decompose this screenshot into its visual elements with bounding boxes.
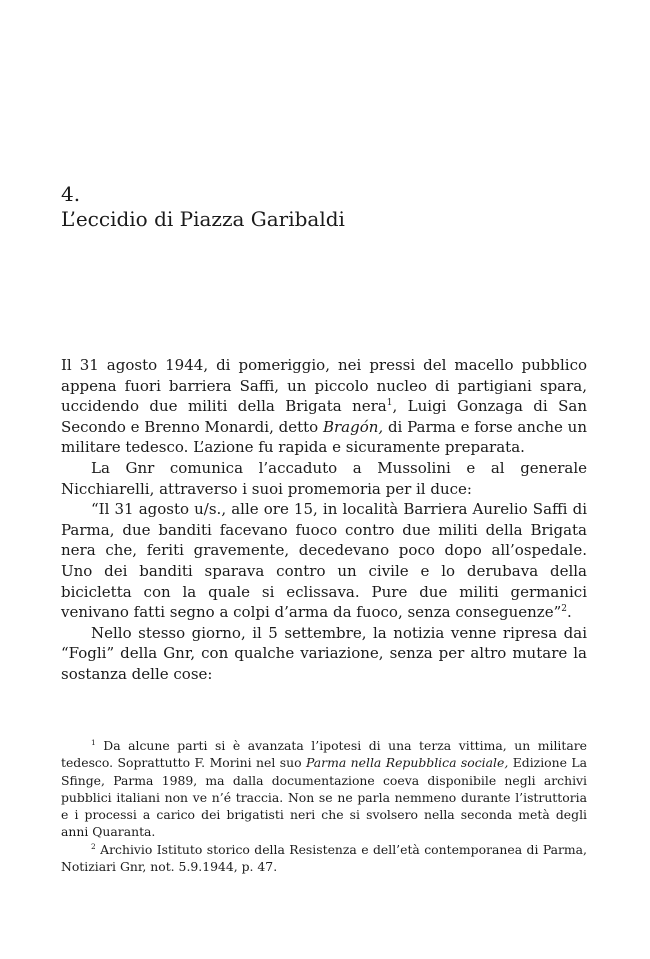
paragraph-1-text-a: Il 31 agosto 1944, di pomeriggio, nei pressi del macello pubblico appena fuori barriera Saffi, un piccolo nucleo di partigiani spara, uccidendo due militi della Brigata nera	[61, 356, 587, 416]
footnote-1	[61, 737, 587, 841]
paragraph-2: La Gnr comunica l’accaduto a Mussolini e al generale Nicchiarelli, attraverso i suoi promemoria per il duce:	[61, 458, 587, 498]
paragraph-3	[61, 499, 587, 623]
footnote-1-text-b: Edizione La Sfinge, Parma 1989, ma dalla documentazione coeva disponibile negli archivi pubblici italiani non ve n’é traccia. Non se ne parla nemmeno durante l’istruttoria e i processi a carico dei brigatisti neri che si svolsero nella seconda metà degli anni Quaranta.	[61, 755, 587, 840]
footnotes	[61, 737, 587, 875]
footnote-2-number: 2	[91, 841, 96, 851]
paragraph-4: Nello stesso giorno, il 5 settembre, la notizia venne ripresa dai “Fogli” della Gnr, con qualche variazione, senza per altro mutare la sostanza delle cose:	[61, 623, 587, 683]
footnote-ref-2: 2	[561, 604, 567, 615]
footnote-1-italic: Parma nella Repubblica sociale,	[306, 755, 509, 771]
paragraph-1-text-b: , Luigi Gonzaga di San Secondo e Brenno Monardi, detto	[61, 397, 587, 436]
chapter-title: L’eccidio di Piazza Garibaldi	[61, 207, 345, 231]
body-text	[61, 355, 587, 685]
paragraph-1	[61, 355, 587, 458]
paragraph-1-italic: Bragón,	[322, 417, 384, 436]
footnote-2	[61, 841, 587, 876]
footnote-1-text-a: Da alcune parti si è avanzata l’ipotesi di una terza vittima, un militare tedesco. Soprattutto F. Morini nel suo	[61, 738, 587, 771]
footnote-1-number: 1	[91, 737, 96, 747]
footnote-ref-1: 1	[386, 398, 393, 409]
footnote-2-text-a: Archivio Istituto storico della Resistenza e dell’età contemporanea di Parma, Notiziari Gnr, not. 5.9.1944, p. 47.	[61, 841, 587, 875]
paragraph-1-text-c: di Parma e forse anche un militare tedesco. L’azione fu rapida e sicuramente preparata.	[61, 417, 587, 457]
paragraph-3-text-a: “Il 31 agosto u/s., alle ore 15, in località Barriera Aurelio Saffi di Parma, due banditi facevano fuoco contro due militi della Brigata nera che, feriti gravemente, decedevano poco dopo all’ospedale. Uno dei banditi sparava contro un civile e lo derubava della bicicletta con la quale si eclissava. Pure due militi germanici venivano fatti segno a colpi d’arma da fuoco, senza conseguenze”	[61, 500, 587, 622]
paragraph-3-text-b: .	[567, 603, 572, 622]
chapter-number: 4.	[61, 182, 81, 206]
